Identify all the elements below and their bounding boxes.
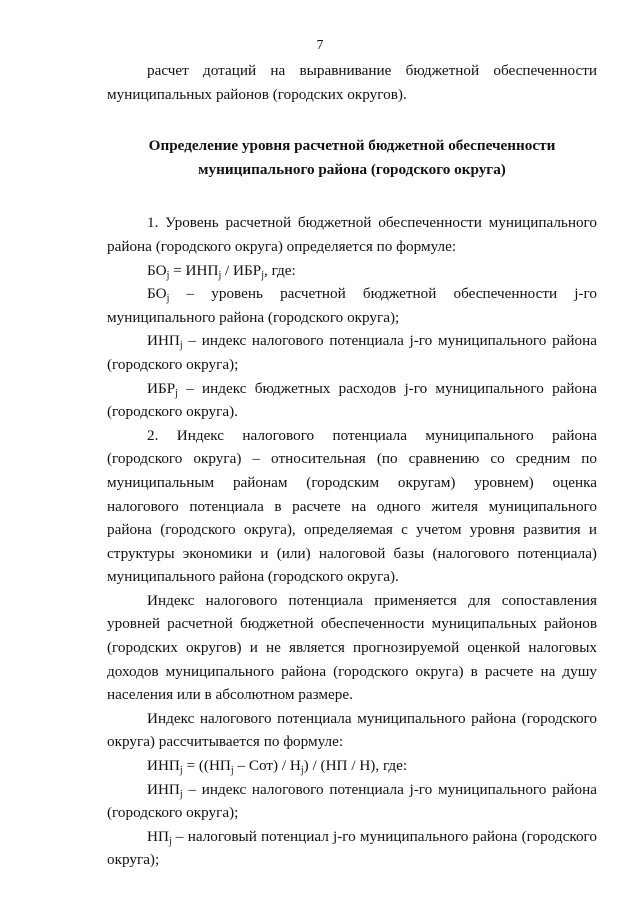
formula-subscript: j — [261, 269, 264, 281]
definition-inp-2 — [107, 778, 597, 825]
section-heading-line-2: муниципального района (городского округа) — [198, 160, 506, 178]
term: ИНП — [147, 332, 180, 350]
term: НП — [147, 827, 169, 845]
section-heading — [107, 134, 597, 181]
paragraph-1: 1. Уровень расчетной бюджетной обеспеченности муниципального района (городского округа) определяется по формуле: — [107, 214, 597, 255]
paragraph-2: 2. Индекс налогового потенциала муниципального района (городского округа) – относительная (по сравнению со средним по муниципальным районам (городским округам) уровнем) оценка налогового потенциала в расчете на одного жителя муниципального района (городского округа), определяемая с учетом уровня развития и структуры экономики и (или) налоговой базы (налогового потенциала) муниципального района (городского округа). — [107, 426, 597, 586]
term: ИБР — [147, 379, 176, 397]
term-subscript: j — [175, 387, 178, 399]
formula-bo — [107, 259, 597, 283]
definition-text: – уровень расчетной бюджетной обеспеченности j-го муниципального района (городского округа); — [107, 285, 597, 326]
formula-subscript: j — [218, 269, 222, 281]
formula-subscript: j — [179, 765, 183, 777]
formula-term: = ((НП — [182, 757, 231, 775]
definition-text: – индекс налогового потенциала j-го муниципального района (городского округа); — [107, 780, 597, 822]
term: БО — [147, 285, 167, 303]
definition-text: – индекс налогового потенциала j-го муниципального района (городского округа); — [107, 332, 597, 373]
paragraph-continuation: расчет дотаций на выравнивание бюджетной обеспеченности муниципальных районов (городских округов). — [107, 62, 597, 103]
section-heading-line-1: Определение уровня расчетной бюджетной обеспеченности — [148, 137, 556, 155]
formula-term: ) / (НП / Н), где: — [303, 757, 408, 775]
paragraph-4: Индекс налогового потенциала муниципального района (городского округа) рассчитывается по формуле: — [107, 709, 597, 751]
formula-term: , где: — [263, 261, 296, 279]
formula-term: ИНП — [147, 757, 180, 775]
definition-ibr — [107, 377, 597, 424]
formula-term: = ИНП — [169, 261, 219, 279]
document-body — [107, 59, 597, 872]
term: ИНП — [147, 780, 180, 798]
term-subscript: j — [179, 340, 183, 352]
term-subscript: j — [168, 835, 172, 847]
definition-text: – налоговый потенциал j-го муниципального района (городского округа); — [107, 827, 597, 869]
term-subscript: j — [166, 293, 170, 305]
definition-bo — [107, 282, 597, 329]
formula-subscript: j — [230, 765, 234, 777]
term-subscript: j — [179, 788, 183, 800]
formula-inp — [107, 754, 597, 778]
formula-term: БО — [147, 261, 167, 279]
paragraph-3: Индекс налогового потенциала применяется для сопоставления уровней расчетной бюджетной обеспеченности муниципальных районов (городских округов) и не является прогнозируемой оценкой налоговых доходов муниципального района (городского округа) в расчете на душу населения или в абсолютном размере. — [107, 591, 597, 704]
formula-term: – Сот) / Н — [233, 757, 301, 775]
page-number: 7 — [316, 38, 324, 53]
formula-subscript: j — [300, 765, 304, 777]
definition-text: – индекс бюджетных расходов j-го муниципального района (городского округа). — [107, 379, 597, 421]
definition-np — [107, 825, 597, 872]
formula-subscript: j — [166, 269, 170, 281]
definition-inp — [107, 329, 597, 376]
formula-term: / ИБР — [221, 261, 262, 279]
